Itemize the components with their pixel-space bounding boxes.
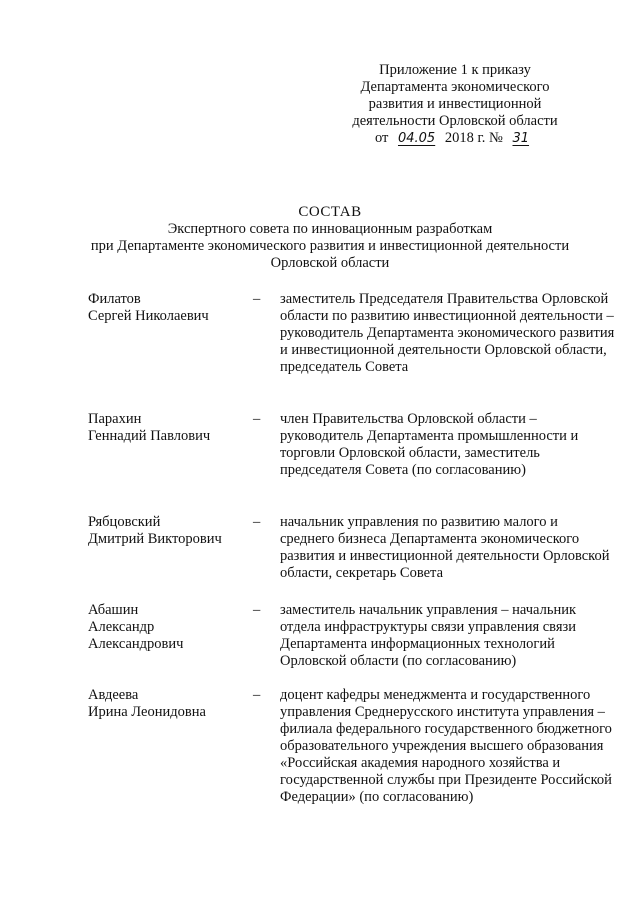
member-surname: Абашин <box>88 602 139 618</box>
appendix-line: деятельности Орловской области <box>352 113 558 129</box>
dash-separator: – <box>253 411 261 427</box>
document-title-block <box>60 204 600 272</box>
member-surname: Парахин <box>88 411 142 427</box>
member-entry <box>88 411 618 514</box>
title-line: Орловской области <box>270 255 390 271</box>
title-line: при Департаменте экономического развития и инвестиционной деятельности <box>90 238 570 254</box>
appendix-line: Департамента экономического <box>360 79 550 95</box>
member-entry <box>88 514 618 602</box>
year-number-label: 2018 г. № <box>444 130 503 146</box>
member-entry <box>88 602 618 687</box>
appendix-header <box>330 62 580 147</box>
member-role: начальник управления по развитию малого и среднего бизнеса Департамента экономического развития и инвестиционной деятельности Орловской области, секретарь Совета <box>280 514 610 581</box>
member-given-name: Александрович <box>88 636 184 652</box>
handwritten-order-number: 31 <box>512 131 530 146</box>
member-surname: Рябцовский <box>88 514 161 530</box>
dash-separator: – <box>253 514 261 530</box>
member-given-name: Александр <box>88 619 155 635</box>
member-surname: Авдеева <box>88 687 139 703</box>
member-given-name: Ирина Леонидовна <box>88 704 206 720</box>
member-entry <box>88 291 618 411</box>
dash-separator: – <box>253 687 261 703</box>
member-role: заместитель начальник управления – начальник отдела инфраструктуры связи управления связи Департамента информационных технологий Орловской области (по согласованию) <box>280 602 577 669</box>
document-title: СОСТАВ <box>298 204 362 220</box>
member-given-name: Сергей Николаевич <box>88 308 209 324</box>
member-name <box>88 291 248 325</box>
member-role: член Правительства Орловской области – руководитель Департамента промышленности и торговли Орловской области, заместитель председателя Совета (по согласованию) <box>280 411 579 478</box>
members-list <box>88 291 618 806</box>
date-prefix: от <box>374 130 389 146</box>
member-name <box>88 687 248 721</box>
appendix-line: развития и инвестиционной <box>368 96 542 112</box>
member-name <box>88 514 248 548</box>
member-given-name: Дмитрий Викторович <box>88 531 222 547</box>
handwritten-date: 04.05 <box>397 131 436 146</box>
member-given-name: Геннадий Павлович <box>88 428 211 444</box>
member-name <box>88 602 248 653</box>
member-surname: Филатов <box>88 291 141 307</box>
title-line: Экспертного совета по инновационным разработкам <box>167 221 493 237</box>
member-role: доцент кафедры менеджмента и государственного управления Среднерусского института управления – филиала федерального государственного бюджетного образовательного учреждения высшего образования «Российская академия народного хозяйства и государственной службы при Президенте Российской Федерации» (по согласованию) <box>280 687 612 805</box>
order-date-line <box>330 130 580 147</box>
member-role: заместитель Председателя Правительства Орловской области по развитию инвестиционной деятельности – руководитель Департамента экономического развития и инвестиционной деятельности Орловской области, председатель Совета <box>280 291 615 375</box>
dash-separator: – <box>253 602 261 618</box>
appendix-line: Приложение 1 к приказу <box>379 62 531 78</box>
dash-separator: – <box>253 291 261 307</box>
member-entry <box>88 687 618 806</box>
member-name <box>88 411 248 445</box>
